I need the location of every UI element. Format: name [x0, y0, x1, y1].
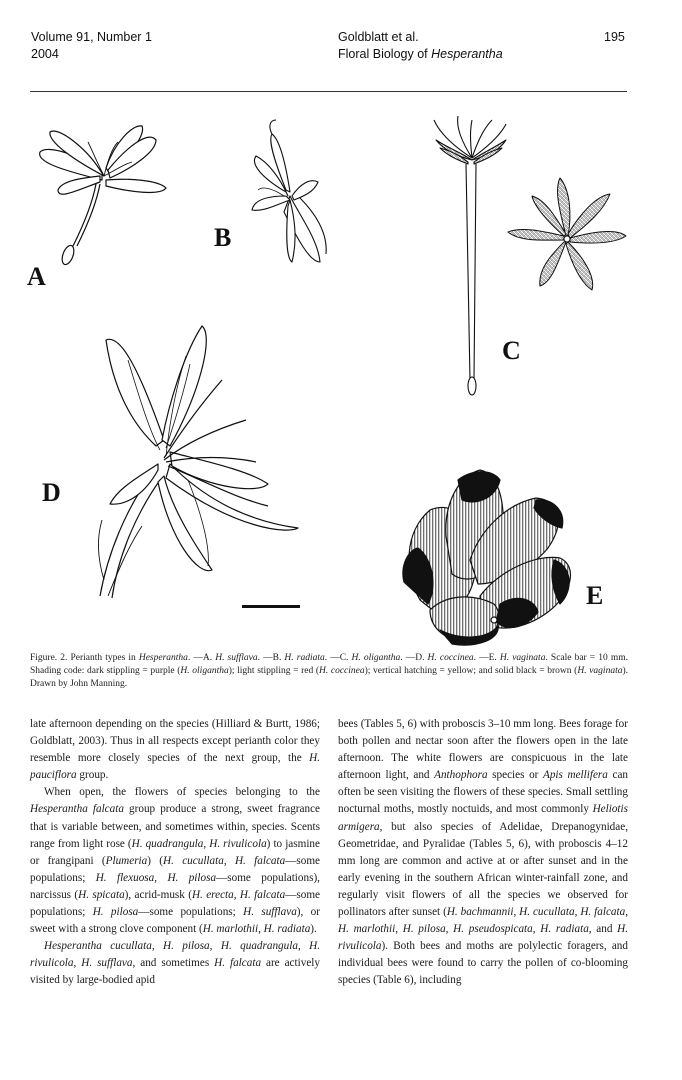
- italic-name: H. coccinea: [319, 666, 365, 676]
- italic-name: H. pilosa: [92, 906, 139, 919]
- caption-text: ). Drawn by John Manning.: [30, 666, 629, 689]
- header-authors: Goldblatt et al.: [338, 30, 419, 44]
- body-paragraph: [338, 716, 628, 990]
- italic-name: H. pilosa: [167, 871, 217, 884]
- panel-label-b: B: [214, 223, 232, 252]
- body-text: , and: [588, 923, 618, 936]
- body-column-left: [30, 716, 320, 990]
- body-text: ,: [532, 923, 541, 936]
- italic-name: H. sufflava: [81, 957, 133, 970]
- flower-drawing-b: [252, 120, 326, 262]
- body-text: ,: [445, 923, 454, 936]
- caption-text: ); vertical hatching = yellow; and solid black = brown (: [364, 666, 578, 676]
- body-text: ,: [574, 906, 581, 919]
- body-text: , and sometimes: [132, 957, 215, 970]
- body-text: ,: [223, 854, 235, 867]
- italic-name: H. coccinea: [427, 653, 474, 663]
- body-text: ,: [395, 923, 403, 936]
- italic-name: Plumeria: [105, 854, 148, 867]
- flower-drawing-d: [98, 326, 298, 598]
- italic-name: Apis mellifera: [543, 769, 608, 782]
- panel-label-a: A: [27, 262, 46, 291]
- caption-text: . Scale bar = 10 mm. Shading code: dark stippling = purple (: [30, 653, 628, 676]
- flower-drawing-a: [40, 126, 166, 266]
- body-text: ,: [151, 940, 164, 953]
- panel-label-d: D: [42, 478, 61, 507]
- italic-name: H. sufflava: [215, 653, 258, 663]
- body-text: ) to jasmine or frangipani (: [30, 837, 320, 867]
- body-paragraph: [30, 938, 320, 989]
- caption-text: . —B.: [257, 653, 285, 663]
- italic-name: H. falcata: [580, 906, 626, 919]
- scale-bar: [242, 605, 300, 608]
- volume-number: Volume 91, Number 1: [31, 30, 152, 44]
- italic-name: H. bachmannii: [446, 906, 514, 919]
- panel-label-e: E: [586, 581, 604, 610]
- italic-name: H. cucullata: [163, 854, 224, 867]
- body-text: ). Both bees and moths are polylectic foragers, and individual bees were found to carry the pollen of co-blooming species (Table 6), including: [338, 940, 628, 987]
- body-text: bees (Tables 5, 6) with proboscis 3–10 mm long. Bees forage for both pollen and nectar soon after the flowers open in the late afternoon. The white flowers are conspicuous in the late afternoon light, and: [338, 718, 628, 782]
- page-number: 195: [604, 30, 625, 44]
- italic-name: H. oligantha: [180, 666, 229, 676]
- italic-name: H. sufflava: [243, 906, 297, 919]
- body-text: group.: [76, 769, 109, 782]
- italic-name: Hesperantha: [138, 653, 188, 663]
- body-text: When open, the flowers of species belonging to the: [44, 786, 320, 799]
- body-text: ,: [209, 940, 221, 953]
- flower-drawing-e: [403, 470, 571, 645]
- italic-name: H. vaginata: [577, 666, 623, 676]
- body-text: ,: [625, 906, 629, 919]
- body-column-right: [338, 716, 628, 990]
- italic-name: H. falcata: [239, 888, 286, 901]
- italic-name: Anthophora: [434, 769, 488, 782]
- caption-text: ); light stippling = red (: [228, 666, 319, 676]
- body-text: —some populations;: [30, 888, 321, 919]
- caption-text: . —A.: [187, 653, 216, 663]
- caption-text: . —D.: [400, 653, 428, 663]
- body-text: late afternoon depending on the species (Hilliard & Burtt, 1986; Goldblatt, 2003). Thus in all respects except perianth color they resemble more closely species of the next group, the: [30, 718, 320, 765]
- flower-drawing-c-face: [508, 178, 626, 290]
- body-text: ) (: [147, 854, 164, 867]
- caption-text: Figure. 2. Perianth types in: [30, 653, 139, 663]
- body-text: ,: [154, 871, 168, 884]
- italic-name: H. pseudospicata: [453, 923, 533, 936]
- body-text: ,: [297, 940, 310, 953]
- body-text: ,: [233, 888, 240, 901]
- caption-text: . —C.: [324, 653, 352, 663]
- header-title-genus: Hesperantha: [431, 47, 503, 61]
- body-text: can often be seen visiting the flowers of these species. Small settling nocturnal moths, mostly noctuids, and most commonly: [338, 769, 629, 816]
- italic-name: Heliotis armigera: [338, 803, 628, 833]
- italic-name: H. marlothii: [202, 923, 259, 936]
- body-paragraph: [30, 716, 320, 784]
- italic-name: H. radiata: [540, 923, 589, 936]
- header-title-prefix: Floral Biology of: [338, 47, 432, 61]
- body-text: group produce a strong, sweet fragrance that is variable between, and sometimes within, species. Scents range from light rose (: [30, 803, 320, 850]
- italic-name: H. oligantha: [351, 653, 401, 663]
- body-text: ), or sweet with a strong clove component (: [30, 906, 320, 936]
- body-text: ), acrid-musk (: [124, 888, 192, 901]
- figure-caption: [30, 652, 628, 691]
- body-text: are actively visited by large-bodied apid: [30, 957, 320, 987]
- body-text: ,: [73, 957, 82, 970]
- italic-name: H. rivulicola: [209, 837, 267, 850]
- italic-name: H. rivulicola: [338, 923, 629, 953]
- body-text: —some populations;: [30, 854, 321, 884]
- italic-name: Hesperantha falcata: [30, 803, 124, 816]
- body-paragraph: [30, 784, 320, 938]
- body-text: ,: [258, 923, 264, 936]
- body-text: —some populations), narcissus (: [30, 871, 320, 901]
- italic-name: H. erecta: [191, 888, 234, 901]
- italic-name: H. vaginata: [499, 653, 546, 663]
- body-text: ,: [203, 837, 210, 850]
- body-text: ).: [310, 923, 317, 936]
- italic-name: H. quadrangula: [220, 940, 298, 953]
- flower-drawing-c: [434, 116, 506, 395]
- italic-name: H. falcata: [234, 854, 286, 867]
- italic-name: H. rivulicola: [30, 940, 321, 970]
- italic-name: H. falcata: [214, 957, 262, 970]
- caption-text: . —E.: [473, 653, 500, 663]
- body-text: species or: [487, 769, 543, 782]
- body-text: , but also species of Adelidae, Drepanogynidae, Geometridae, and Pyralidae (Tables 5, 6), with proboscis 4–12 mm long are common and active at or after sunset and in the early evening in the southern African winter-rainfall zone, and regularly visit flowers of all the species we observed for pollinators after sunset (: [338, 820, 628, 919]
- italic-name: H. pilosa: [402, 923, 446, 936]
- italic-name: H. pauciflora: [30, 752, 320, 782]
- italic-name: H. pilosa: [163, 940, 210, 953]
- publication-year: 2004: [31, 47, 59, 61]
- italic-name: H. marlothii: [338, 923, 396, 936]
- panel-label-c: C: [502, 336, 521, 365]
- italic-name: H. radiata: [263, 923, 311, 936]
- body-text: ,: [513, 906, 520, 919]
- italic-name: H. quadrangula: [131, 837, 204, 850]
- italic-name: H. flexuosa: [95, 871, 155, 884]
- body-text: —some populations;: [138, 906, 244, 919]
- italic-name: Hesperantha cucullata: [44, 940, 152, 953]
- italic-name: H. radiata: [284, 653, 325, 663]
- italic-name: H. cucullata: [519, 906, 575, 919]
- italic-name: H. spicata: [78, 888, 125, 901]
